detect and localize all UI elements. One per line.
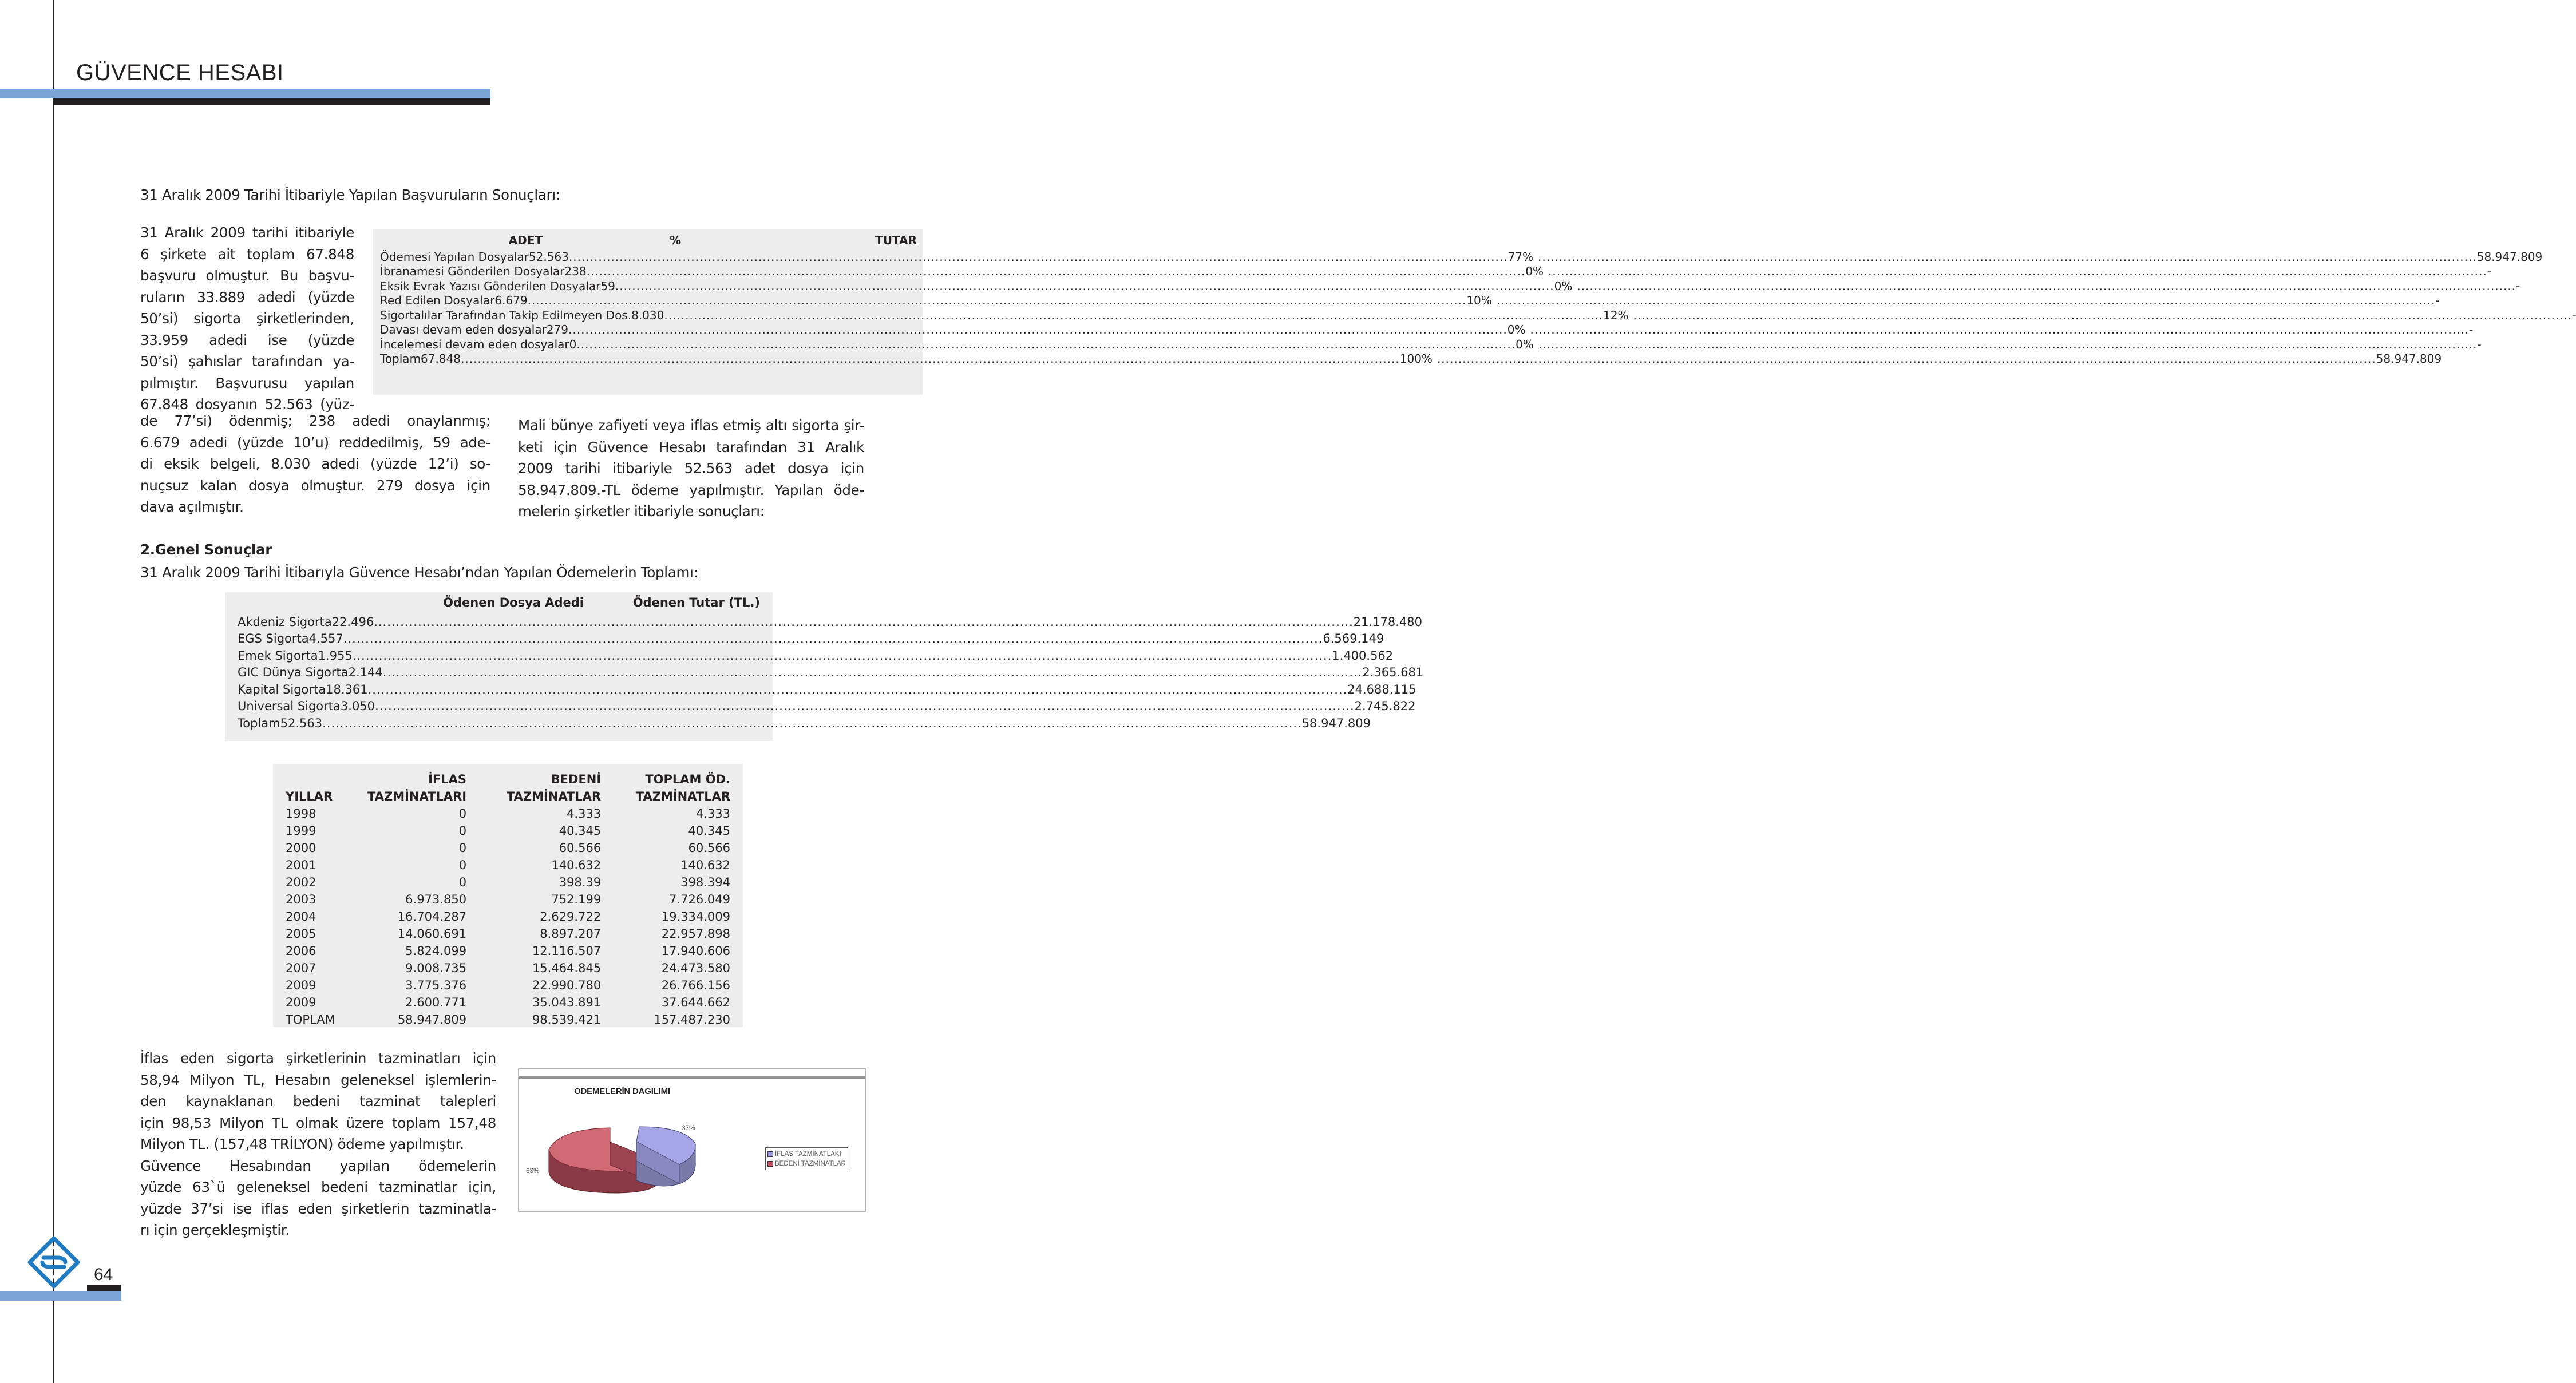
text-line: 33.959 adedi ise (yüzde — [140, 331, 354, 348]
cell-adet: 0 — [569, 337, 577, 351]
cell-adet: 67.848 — [421, 352, 461, 366]
text-line: 50’si) şahıslar tarafından ya- — [140, 353, 354, 370]
table-row — [286, 805, 730, 822]
company-name: Akdeniz Sigorta — [238, 615, 332, 629]
text-line: ruların 33.889 adedi (yüzde — [140, 288, 354, 306]
text-line: İflas eden sigorta şirketlerinin tazminatları için — [140, 1050, 496, 1067]
leader-dots — [1538, 250, 2477, 264]
col-header-bedeni-sub: TAZMİNATLAR — [506, 790, 602, 803]
table-row — [380, 322, 2474, 337]
guvence-logo-icon — [27, 1236, 80, 1289]
leader-dots — [1497, 294, 2436, 307]
row-label: Davası devam eden dosyalar — [380, 323, 547, 336]
cell-year: 1999 — [286, 824, 316, 838]
cell-tutar: - — [2435, 294, 2440, 307]
company-name: Toplam — [238, 716, 280, 730]
cell-iflas: 0 — [458, 875, 467, 889]
table-row — [286, 925, 730, 942]
table-row — [286, 960, 730, 977]
cell-bedeni: 40.345 — [559, 824, 602, 838]
text-line: 58.947.809.-TL ödeme yapılmıştır. Yapılan öde- — [518, 481, 864, 498]
legend-item-iflas — [767, 1149, 846, 1159]
cell-count: 4.557 — [308, 632, 343, 645]
col-header-amount: Ödenen Tutar (TL.) — [632, 596, 760, 609]
company-payments-table — [225, 592, 1424, 741]
cell-toplam: 157.487.230 — [654, 1013, 730, 1027]
col-header-count: Ödenen Dosya Adedi — [443, 596, 584, 609]
table-row — [286, 942, 730, 960]
text-line: keti için Güvence Hesabı tarafından 31 Aralık — [518, 438, 864, 455]
leader-dots — [1548, 264, 2487, 278]
col-header-adet: ADET — [508, 233, 543, 247]
text-line: yüzde 37’si ise iflas eden şirketlerin tazminatla- — [140, 1200, 496, 1217]
cell-toplam: 4.333 — [695, 807, 730, 821]
cell-year: 2003 — [286, 893, 316, 906]
cell-amount: 2.745.822 — [1354, 699, 1416, 713]
left-vertical-rule — [53, 0, 54, 1383]
table-row — [238, 663, 1424, 680]
cell-count: 18.361 — [326, 682, 368, 696]
cell-year: 2001 — [286, 858, 316, 872]
cell-toplam: 398.394 — [680, 875, 730, 889]
cell-amount: 1.400.562 — [1332, 648, 1394, 663]
legend-item-bedeni — [767, 1159, 846, 1168]
cell-tutar: - — [2487, 264, 2491, 278]
pie-chart — [518, 1068, 866, 1212]
intro-paragraph — [140, 222, 354, 415]
text-line: de 77’si) ödenmiş; 238 adedi onaylanmış; — [140, 413, 490, 429]
header-accent-bar — [0, 89, 490, 98]
text-line: di eksik belgeli, 8.030 adedi (yüzde 12’i) so- — [140, 455, 490, 472]
chart-top-rule — [519, 1076, 865, 1079]
table-row — [286, 908, 730, 925]
leader-dots — [1633, 308, 2573, 322]
text-line: 2009 tarihi itibariyle 52.563 adet dosya için — [518, 460, 864, 477]
leader-dots — [664, 308, 1603, 322]
row-label: Eksik Evrak Yazısı Gönderilen Dosyalar — [380, 279, 601, 293]
status-table — [373, 229, 2576, 395]
row-label: Sigortalılar Tarafından Takip Edilmeyen Dos. — [380, 308, 632, 322]
cell-pct: 0% — [1525, 264, 1544, 278]
cell-pct: 100% — [1399, 352, 1433, 366]
results-paragraph — [140, 410, 490, 518]
yearly-compensation-table — [273, 764, 743, 1027]
cell-toplam: 17.940.606 — [661, 944, 730, 958]
cell-iflas: 0 — [458, 841, 467, 855]
status-table-body — [380, 249, 2576, 366]
col-header-bedeni: BEDENİ — [551, 772, 602, 786]
row-label: Red Edilen Dosyalar — [380, 294, 495, 307]
leader-dots — [343, 632, 1323, 645]
chart-legend — [765, 1147, 848, 1170]
leader-dots — [368, 683, 1348, 696]
cell-pct: 12% — [1603, 308, 1629, 322]
cell-toplam: 40.345 — [688, 824, 730, 838]
table-row — [286, 874, 730, 891]
row-label: İbranamesi Gönderilen Dosyalar — [380, 264, 565, 278]
leader-dots — [461, 352, 1400, 366]
label-63: 63% — [526, 1167, 540, 1175]
cell-iflas: 5.824.099 — [405, 944, 467, 958]
table-row — [380, 336, 2482, 351]
row-label: Ödemesi Yapılan Dosyalar — [380, 249, 529, 264]
cell-count: 3.050 — [340, 699, 375, 713]
leader-dots — [1530, 323, 2469, 336]
text-line: yüzde 63`ü geleneksel bedeni tazminatlar için, — [140, 1179, 496, 1195]
table-row — [238, 713, 1371, 730]
cell-bedeni: 2.629.722 — [540, 910, 602, 924]
cell-bedeni: 752.199 — [551, 893, 602, 906]
company-name: GIC Dünya Sigorta — [238, 665, 349, 679]
cell-pct: 0% — [1554, 279, 1573, 293]
company-name: Universal Sigorta — [238, 699, 341, 713]
leader-dots — [576, 338, 1515, 351]
cell-toplam: 19.334.009 — [661, 910, 730, 924]
table-row — [380, 293, 2440, 308]
table-header-row-1 — [286, 771, 730, 788]
company-name: Kapital Sigorta — [238, 682, 326, 696]
legend-swatch-icon — [767, 1151, 773, 1157]
company-table-body — [238, 612, 1424, 730]
text-line: 67.848 dosyanın 52.563 (yüz- — [140, 396, 354, 413]
leader-dots — [375, 699, 1355, 713]
cell-bedeni: 140.632 — [551, 858, 602, 872]
legend-swatch-icon — [767, 1161, 773, 1167]
row-label: Toplam — [380, 352, 421, 366]
payments-paragraph — [518, 415, 864, 522]
yearly-table — [286, 771, 730, 1028]
cell-amount: 21.178.480 — [1353, 615, 1423, 629]
cell-bedeni: 12.116.507 — [532, 944, 602, 958]
cell-iflas: 0 — [458, 807, 467, 821]
cell-year: 2000 — [286, 841, 316, 855]
table-row — [286, 1011, 730, 1028]
leader-dots — [1538, 338, 2478, 351]
leader-dots — [383, 665, 1363, 679]
cell-pct: 10% — [1466, 294, 1492, 307]
table-row — [286, 857, 730, 874]
leader-dots — [615, 279, 1554, 293]
cell-iflas: 2.600.771 — [405, 996, 467, 1009]
table-row — [380, 351, 2442, 366]
cell-toplam: 7.726.049 — [669, 893, 730, 906]
table-row — [286, 994, 730, 1011]
cell-year: 2007 — [286, 961, 316, 975]
cell-iflas: 58.947.809 — [397, 1013, 467, 1027]
cell-amount: 24.688.115 — [1347, 682, 1416, 696]
cell-iflas: 3.775.376 — [405, 978, 467, 992]
table-row — [238, 645, 1394, 663]
cell-year: TOPLAM — [286, 1013, 335, 1027]
cell-toplam: 140.632 — [680, 858, 730, 872]
cell-count: 52.563 — [280, 716, 323, 730]
text-line: rı için gerçekleşmiştir. — [140, 1222, 290, 1238]
text-line: Mali bünye zafiyeti veya iflas etmiş altı sigorta şir- — [518, 417, 864, 434]
cell-bedeni: 398.39 — [559, 875, 602, 889]
cell-count: 1.955 — [318, 648, 353, 663]
table-row — [380, 249, 2543, 264]
section2-heading: 2.Genel Sonuçlar — [140, 541, 272, 558]
text-line: Milyon TL. (157,48 TRİLYON) ödeme yapılmıştır. — [140, 1136, 464, 1152]
section2-subheading: 31 Aralık 2009 Tarihi İtibarıyla Güvence Hesabı’ndan Yapılan Ödemelerin Toplamı: — [140, 564, 698, 581]
col-header-pct: % — [669, 233, 681, 247]
company-name: EGS Sigorta — [238, 632, 309, 645]
cell-amount: 6.569.149 — [1323, 632, 1384, 645]
cell-year: 2002 — [286, 875, 316, 889]
cell-year: 2009 — [286, 978, 316, 992]
leader-dots — [587, 264, 1526, 278]
cell-toplam: 26.766.156 — [661, 978, 730, 992]
cell-adet: 59 — [600, 279, 615, 293]
leader-dots — [1577, 279, 2516, 293]
cell-year: 2005 — [286, 927, 316, 941]
company-name: Emek Sigorta — [238, 648, 318, 663]
cell-toplam: 22.957.898 — [661, 927, 730, 941]
cell-tutar: - — [2477, 337, 2482, 351]
cell-toplam: 60.566 — [688, 841, 730, 855]
cell-year: 2009 — [286, 996, 316, 1009]
cell-amount: 58.947.809 — [1301, 716, 1371, 730]
cell-pct: 0% — [1507, 323, 1526, 336]
status-table-header — [373, 233, 923, 248]
text-line: dava açılmıştır. — [140, 498, 244, 515]
table-row — [286, 977, 730, 994]
text-line: 50’si) sigorta şirketlerinden, — [140, 310, 354, 327]
cell-tutar: - — [2469, 323, 2474, 336]
cell-count: 2.144 — [348, 665, 383, 679]
text-line: 31 Aralık 2009 tarihi itibariyle — [140, 224, 354, 241]
cell-iflas: 16.704.287 — [397, 910, 467, 924]
table-row — [380, 278, 2520, 293]
cell-year: 1998 — [286, 807, 316, 821]
section1-heading: 31 Aralık 2009 Tarihi İtibariyle Yapılan Başvuruların Sonuçları: — [140, 187, 560, 203]
cell-bedeni: 35.043.891 — [532, 996, 602, 1009]
cell-adet: 52.563 — [528, 249, 569, 264]
chart-title: ODEMELERİN DAGILIMI — [574, 1087, 670, 1096]
yearly-table-body — [286, 805, 730, 1028]
text-line: 6.679 adedi (yüzde 10’u) reddedilmiş, 59 ade- — [140, 434, 490, 451]
cell-bedeni: 8.897.207 — [540, 927, 602, 941]
cell-amount: 2.365.681 — [1362, 665, 1424, 679]
table-row — [380, 264, 2491, 279]
summary-paragraph — [140, 1048, 496, 1241]
label-37: 37% — [682, 1124, 695, 1132]
table-row — [286, 839, 730, 857]
text-line: Güvence Hesabından yapılan ödemelerin — [140, 1157, 496, 1174]
cell-adet: 8.030 — [631, 308, 664, 322]
text-line: için 98,53 Milyon TL olmak üzere toplam 157,48 — [140, 1114, 496, 1131]
col-header-tutar: TUTAR — [875, 233, 917, 247]
col-header-iflas: İFLAS — [428, 772, 467, 786]
cell-tutar: 58.947.809 — [2376, 352, 2442, 366]
table-row — [238, 679, 1416, 696]
leader-dots — [374, 615, 1354, 629]
cell-toplam: 37.644.662 — [661, 996, 730, 1009]
company-table-header — [225, 596, 773, 612]
page-number-rule — [87, 1285, 121, 1291]
cell-year: 2004 — [286, 910, 316, 924]
leader-dots — [528, 294, 1467, 307]
text-line: başvuru olmuştur. Bu başvu- — [140, 267, 354, 284]
legend-label: İFLAS TAZMİNATLAKI — [775, 1150, 841, 1158]
cell-bedeni: 60.566 — [559, 841, 602, 855]
cell-bedeni: 98.539.421 — [532, 1013, 602, 1027]
leader-dots — [568, 323, 1507, 336]
table-row — [286, 891, 730, 908]
table-row — [380, 307, 2576, 322]
table-row — [238, 696, 1416, 714]
legend-label: BEDENİ TAZMİNATLAR — [775, 1160, 846, 1167]
text-line: pılmıştır. Başvurusu yapılan — [140, 374, 354, 391]
cell-adet: 238 — [564, 264, 587, 278]
cell-iflas: 0 — [458, 824, 467, 838]
cell-iflas: 14.060.691 — [397, 927, 467, 941]
table-header-row-2 — [286, 788, 730, 805]
cell-bedeni: 22.990.780 — [532, 978, 602, 992]
text-line: den kaynaklanan bedeni tazminat talepleri — [140, 1093, 496, 1109]
col-header-year: YILLAR — [286, 790, 333, 803]
cell-adet: 279 — [546, 323, 569, 336]
text-line: 6 şirkete ait toplam 67.848 — [140, 245, 354, 263]
cell-iflas: 9.008.735 — [405, 961, 467, 975]
cell-toplam: 24.473.580 — [661, 961, 730, 975]
leader-dots — [569, 250, 1508, 264]
cell-count: 22.496 — [331, 615, 374, 629]
text-line: 58,94 Milyon TL, Hesabın geleneksel işlemlerin- — [140, 1071, 496, 1088]
cell-bedeni: 4.333 — [567, 807, 602, 821]
cell-pct: 77% — [1507, 249, 1534, 264]
text-line: nuçsuz kalan dosya olmuştur. 279 dosya için — [140, 477, 490, 494]
col-header-toplam-sub: TAZMİNATLAR — [635, 790, 730, 803]
table-row — [238, 629, 1384, 646]
cell-iflas: 0 — [458, 858, 467, 872]
page-number: 64 — [94, 1265, 113, 1284]
header-rule-bar — [53, 98, 490, 105]
cell-year: 2006 — [286, 944, 316, 958]
cell-adet: 6.679 — [494, 294, 528, 307]
section-title: GÜVENCE HESABI — [76, 60, 284, 85]
leader-dots — [1437, 352, 2376, 366]
col-header-toplam: TOPLAM ÖD. — [645, 772, 730, 786]
col-header-iflas-sub: TAZMİNATLARI — [367, 790, 467, 803]
cell-tutar: - — [2516, 279, 2520, 293]
leader-dots — [353, 649, 1332, 663]
cell-tutar: - — [2572, 308, 2576, 322]
footer-accent-bar — [0, 1291, 121, 1301]
table-row — [238, 612, 1423, 629]
cell-pct: 0% — [1515, 337, 1534, 351]
cell-tutar: 58.947.809 — [2476, 249, 2543, 264]
cell-iflas: 6.973.850 — [405, 893, 467, 906]
table-row — [286, 822, 730, 839]
leader-dots — [322, 716, 1302, 730]
row-label: İncelemesi devam eden dosyalar — [380, 337, 569, 351]
text-line: melerin şirketler itibariyle sonuçları: — [518, 503, 765, 520]
cell-bedeni: 15.464.845 — [532, 961, 602, 975]
